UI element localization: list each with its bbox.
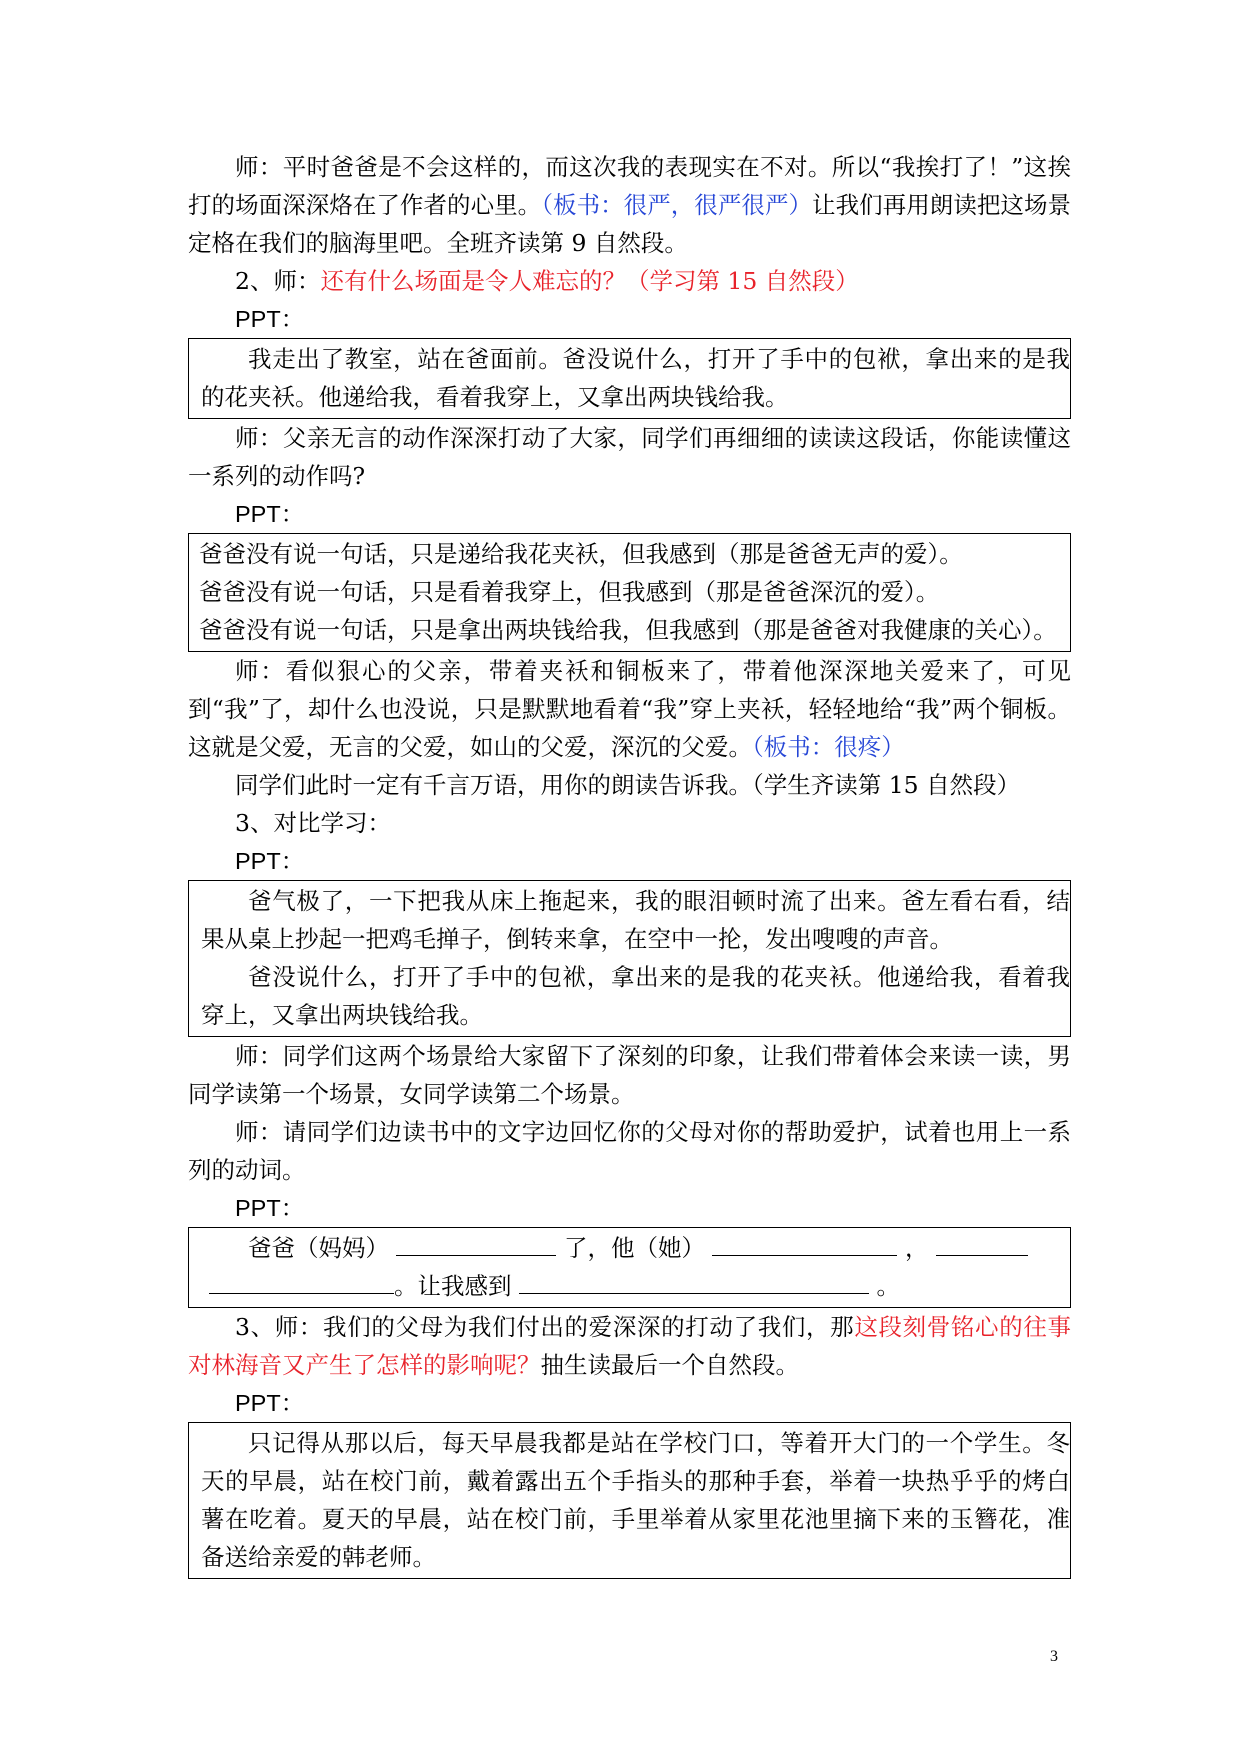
text-segment: 爸爸（妈妈）	[248, 1234, 389, 1262]
box-text: 只记得从那以后，每天早晨我都是站在学校门口，等着开大门的一个学生。冬天的早晨，站在校门前，戴着露出五个手指头的那种手套，举着一块热乎乎的烤白薯在吃着。夏天的早晨，站在校门前，手里举着从家里花池里摘下来的玉簪花，准备送给亲爱的韩老师。	[201, 1429, 1070, 1571]
box-line: 爸爸没有说一句话，只是拿出两块钱给我，但我感到（那是爸爸对我健康的关心）。	[199, 616, 1057, 644]
document-body	[188, 148, 1071, 1579]
paragraph-8: 师：请同学们边读书中的文字边回忆你的父母对你的帮助爱护，试着也用上一系列的动词。	[188, 1118, 1071, 1184]
ppt-box-1	[188, 338, 1071, 419]
box-text: 我走出了教室，站在爸面前。爸没说什么，打开了手中的包袱，拿出来的是我的花夹袄。他递给我，看着我穿上，又拿出两块钱给我。	[201, 345, 1070, 411]
paragraph-9	[188, 1308, 1071, 1384]
paragraph-6: 3、对比学习：	[235, 809, 391, 837]
paragraph-4	[188, 652, 1071, 766]
text-segment: 了，他（她）	[563, 1234, 705, 1262]
blackboard-note: （板书：很疼）	[752, 733, 905, 761]
ppt-box-5	[188, 1422, 1071, 1579]
paragraph-7: 师：同学们这两个场景给大家留下了深刻的印象，让我们带着体会来读一读，男同学读第一个场景，女同学读第二个场景。	[188, 1042, 1071, 1108]
ppt-label: PPT：	[235, 848, 305, 874]
text-segment: 让我们再用朗读把这场景定格在我们的脑海里吧。全班齐读第 9 自然段。	[188, 191, 1072, 257]
ppt-box-3	[188, 880, 1071, 1037]
paragraph-1	[188, 148, 1071, 262]
text-segment: 2、师：	[235, 267, 321, 295]
text-segment: 。	[876, 1272, 900, 1300]
page-number: 3	[1050, 1648, 1058, 1665]
ppt-label: PPT：	[235, 501, 305, 527]
text-segment: 师：平时爸爸是不会这样的，而这次我的表现实在不对。所以“我挨打了！”这挨打的场面深深烙在了作者的心里。	[188, 153, 1071, 219]
paragraph-2	[188, 262, 1071, 300]
box-line: 爸爸没有说一句话，只是递给我花夹袄，但我感到（那是爸爸无声的爱）。	[199, 540, 963, 568]
ppt-box-2	[188, 533, 1071, 652]
fill-blank[interactable]	[209, 1271, 394, 1294]
highlighted-question: 这段刻骨铭心的往事对林海音又产生了怎样的影响呢？	[188, 1313, 1071, 1379]
blackboard-note: （板书：很严，很严很严）	[541, 191, 813, 219]
fill-blank[interactable]	[396, 1233, 556, 1256]
ppt-label: PPT：	[235, 306, 305, 332]
box-line: 爸爸没有说一句话，只是看着我穿上，但我感到（那是爸爸深沉的爱）。	[199, 578, 940, 606]
highlighted-question: 还有什么场面是令人难忘的？（学习第 15 自然段）	[320, 267, 859, 295]
text-segment: 师：看似狠心的父亲，带着夹袄和铜板来了，带着他深深地关爱来了，可见到“我”了，却什么也没说，只是默默地看着“我”穿上夹袄，轻轻地给“我”两个铜板。这就是父爱，无言的父爱，如山的父爱，深沉的父爱。	[188, 657, 1071, 761]
fill-blank[interactable]	[712, 1233, 897, 1256]
fill-blank[interactable]	[936, 1233, 1028, 1256]
ppt-label: PPT：	[235, 1195, 305, 1221]
ppt-label: PPT：	[235, 1390, 305, 1416]
paragraph-5: 同学们此时一定有千言万语，用你的朗读告诉我。（学生齐读第 15 自然段）	[235, 771, 1021, 799]
text-segment: 3、师：我们的父母为我们付出的爱深深的打动了我们，那	[235, 1313, 855, 1341]
fill-in-line-2	[201, 1267, 1070, 1305]
text-segment: 。让我感到	[394, 1272, 512, 1300]
fill-in-line-1	[201, 1229, 1070, 1267]
paragraph-3: 师：父亲无言的动作深深打动了大家，同学们再细细的读读这段话，你能读懂这一系列的动作吗?	[188, 424, 1071, 490]
fill-blank[interactable]	[519, 1271, 869, 1294]
ppt-box-4	[188, 1227, 1071, 1308]
text-segment: ，	[904, 1234, 929, 1262]
text-segment: 抽生读最后一个自然段。	[540, 1351, 799, 1379]
box-text: 爸没说什么，打开了手中的包袱，拿出来的是我的花夹袄。他递给我，看着我穿上，又拿出两块钱给我。	[201, 963, 1070, 1029]
box-text: 爸气极了，一下把我从床上拖起来，我的眼泪顿时流了出来。爸左看右看，结果从桌上抄起一把鸡毛掸子，倒转来拿，在空中一抡，发出嗖嗖的声音。	[201, 887, 1070, 953]
